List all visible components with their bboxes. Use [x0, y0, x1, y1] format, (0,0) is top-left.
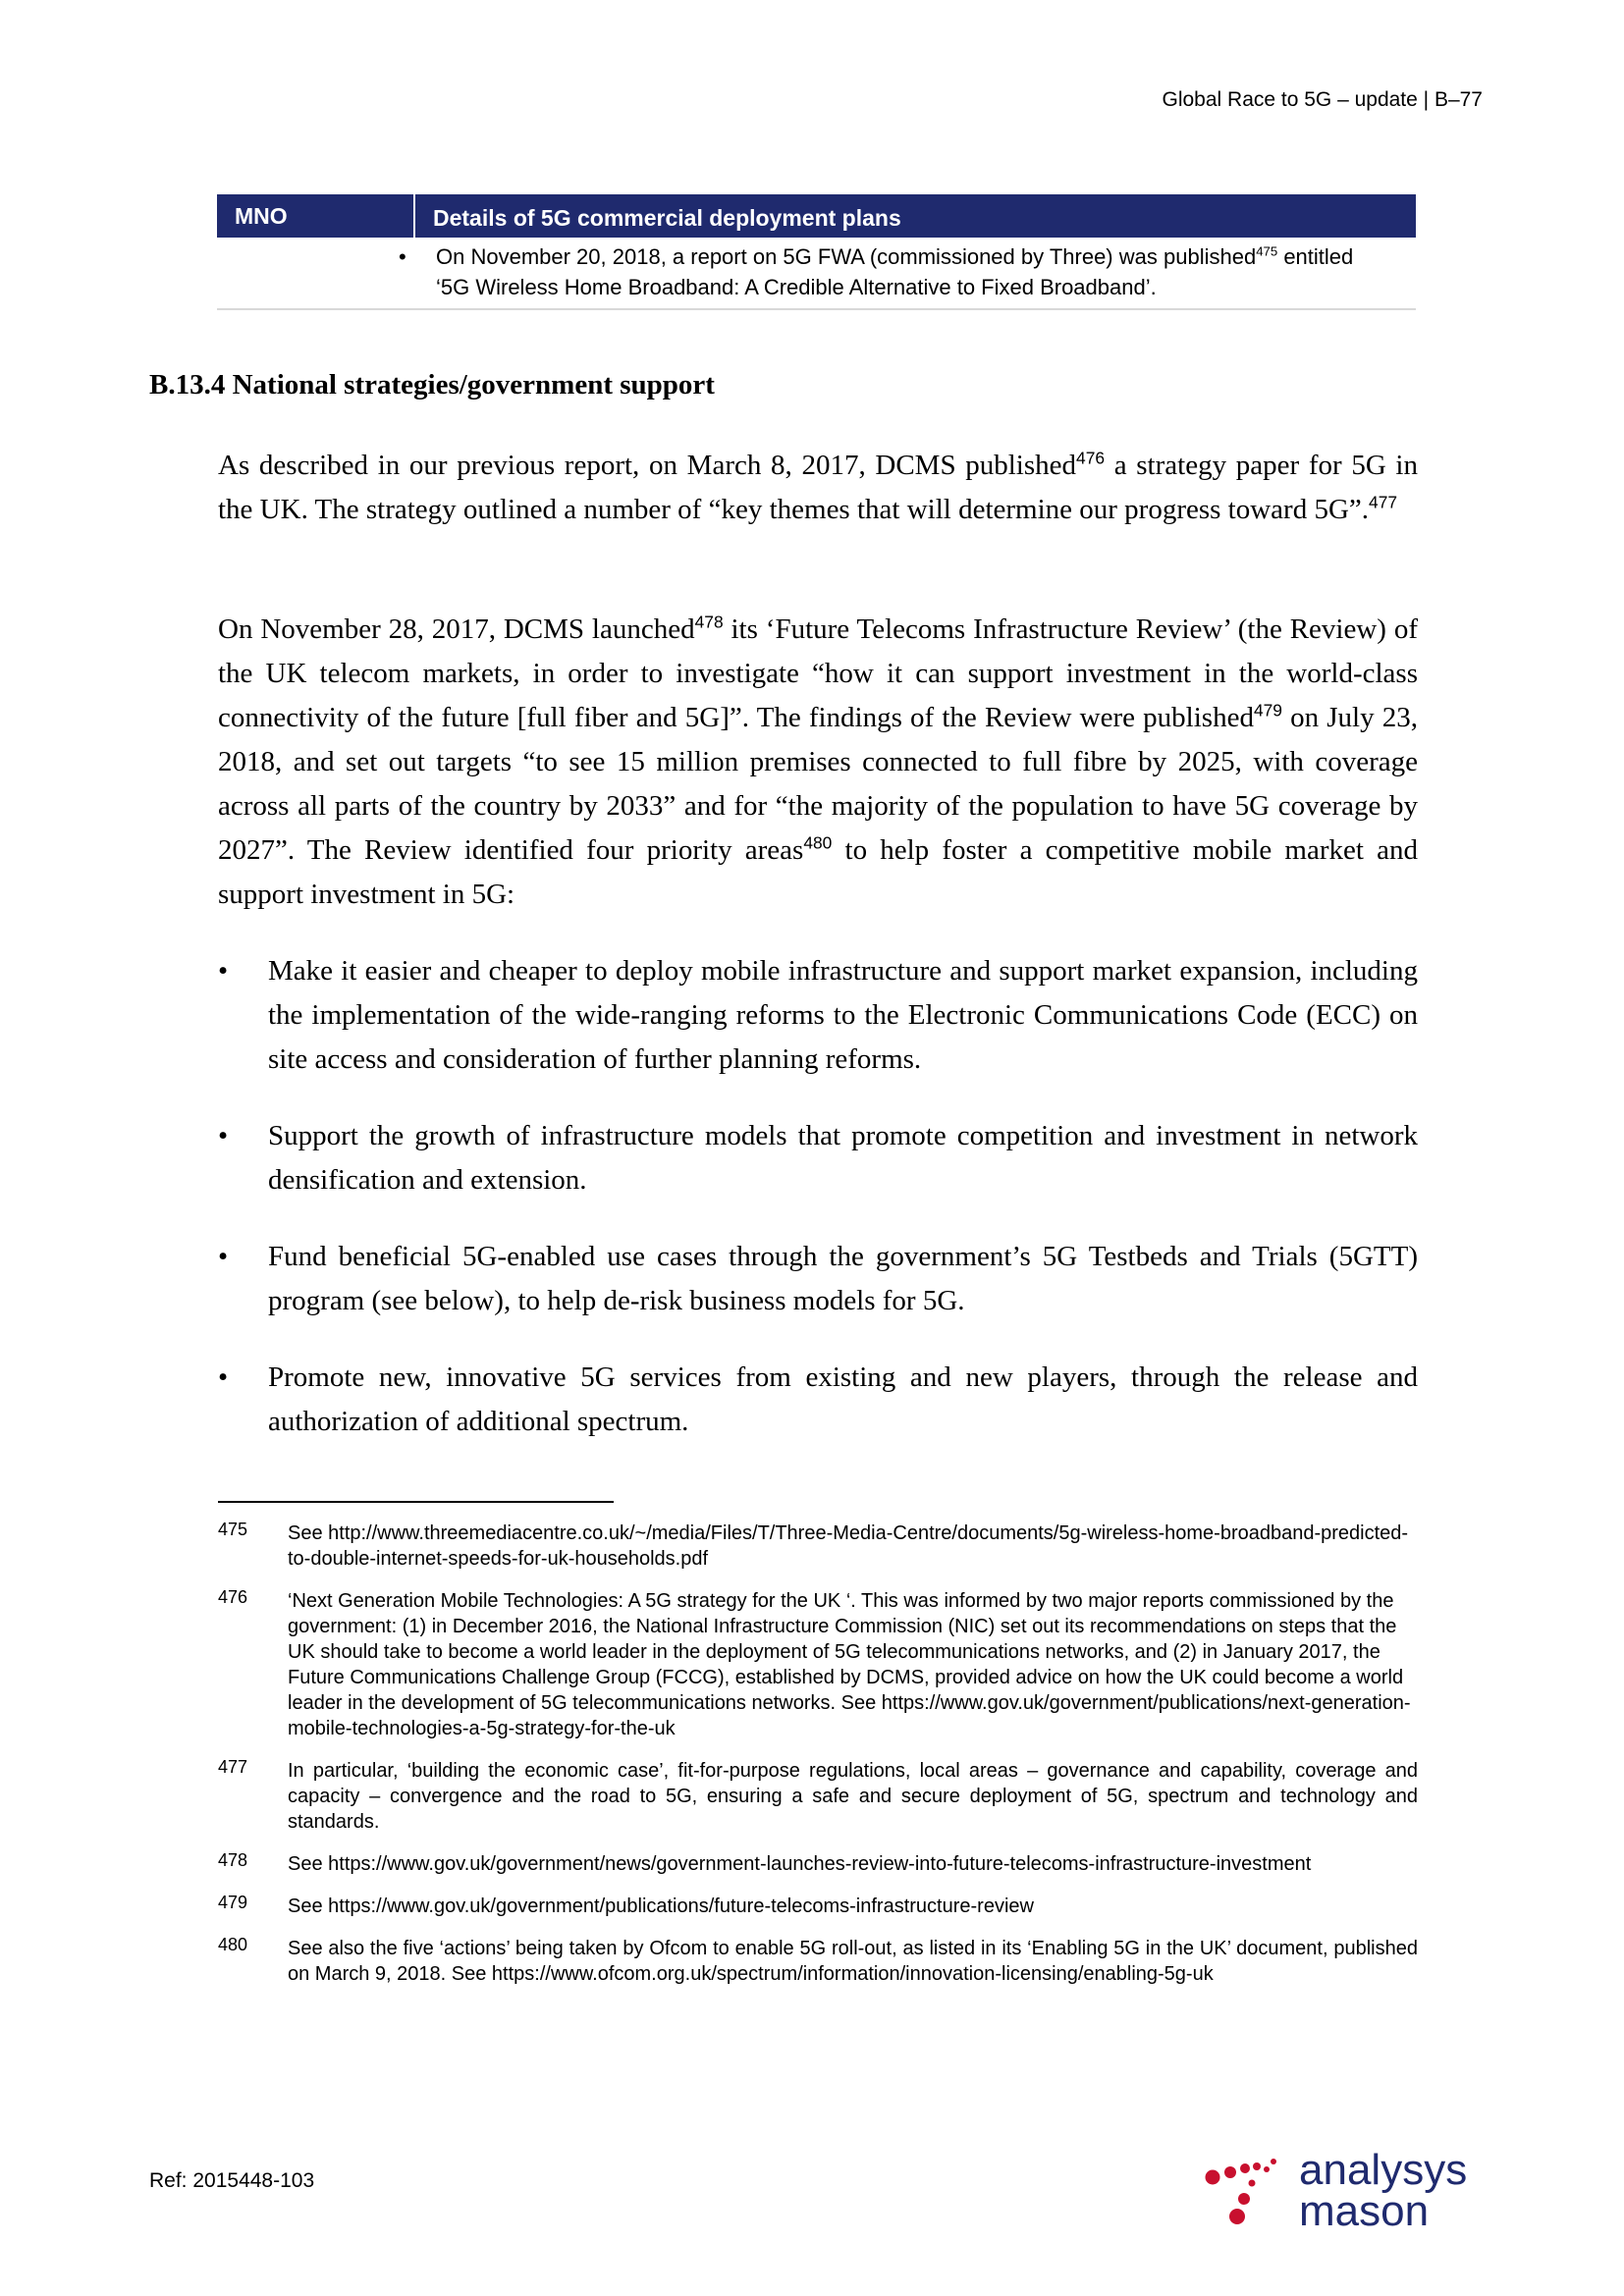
footnote-number: 479: [218, 1893, 248, 1912]
footnote-ref-477: 477: [1369, 492, 1398, 512]
list-item: [218, 1235, 1418, 1323]
deployment-plans-table: [217, 194, 1416, 310]
footnote-ref-479: 479: [1253, 700, 1282, 721]
footnote-477: [218, 1758, 1418, 1835]
footnote-ref-475: 475: [1256, 243, 1278, 259]
bullet-marker: •: [218, 1120, 229, 1151]
footnote-text: See http://www.threemediacentre.co.uk/~/media/Files/T/Three-Media-Centre/documents/5g-wireless-home-broadband-predicted-to-double-internet-speeds-for-uk-households.pdf: [288, 1522, 1409, 1570]
table-header-row: [217, 194, 1416, 238]
section-heading: B.13.4 National strategies/government support: [149, 369, 715, 400]
footnote-476: [218, 1588, 1418, 1741]
logo-dots-icon: [1203, 2140, 1301, 2238]
paragraph-2: On November 28, 2017, DCMS launched$^{478}$ its ‘Future Telecoms Infrastructure Review’ (the Review) of the UK telecom markets, in order to investigate “how it can support investment in the world-class connectivity of the future [full fiber and 5G]”. The findings of the Review were published$^{479}$ on July 23, 2018, and set out targets “to see 15 million premises connected to full fibre by 2025, with coverage across all parts of the country by 2033” and for “the majority of the population to have 5G coverage by 2027”. The Review identified four priority areas$^{480}$ to help foster a competitive mobile market and support investment in 5G:: [218, 612, 1419, 910]
footnote-ref-480: 480: [803, 832, 833, 853]
footnote-ref-478: 478: [694, 612, 724, 632]
footnote-text: See also the five ‘actions’ being taken by Ofcom to enable 5G roll-out, as listed in its ‘Enabling 5G in the UK’ document, published on March 9, 2018. See https://www.ofcom.org.uk/spectrum/information/innovation-licensing/enabling-5g-uk: [288, 1938, 1418, 1985]
document-reference: Ref: 2015448-103: [149, 2169, 315, 2192]
footnote-475: [218, 1521, 1418, 1572]
list-item: [218, 1114, 1418, 1202]
logo-wordmark-line1: analysys: [1299, 2146, 1468, 2194]
running-header: Global Race to 5G – update | B–77: [1162, 88, 1483, 111]
footnote-number: 480: [218, 1935, 248, 1954]
footnote-480: [218, 1936, 1418, 1987]
list-item-text: Fund beneficial 5G-enabled use cases through the government’s 5G Testbeds and Trials (5GTT) program (see below), to help de-risk business models for 5G.: [268, 1241, 1418, 1316]
table-header-details: Details of 5G commercial deployment plans: [433, 205, 901, 231]
footnote-text: ‘Next Generation Mobile Technologies: A 5G strategy for the UK ‘. This was informed by two major reports commissioned by the government: (1) in December 2016, the National Infrastructure Commission (NIC) set out its recommendations on steps that the UK should take to become a world leader in the deployment of 5G telecommunications networks, and (2) in January 2017, the Future Communications Challenge Group (FCCG), established by DCMS, provided advice on how the UK could become a world leader in the development of 5G telecommunications networks. See https://www.gov.uk/government/publications/next-generation-mobile-technologies-a-5g-strategy-for-the-uk: [288, 1590, 1411, 1739]
paragraph-1: As described in our previous report, on March 8, 2017, DCMS published$^{476}$ a strategy paper for 5G in the UK. The strategy outlined a number of “key themes that will determine our progress toward 5G”.$^{477}$: [218, 448, 1418, 525]
footnote-number: 477: [218, 1757, 248, 1777]
priority-areas-list: [218, 949, 1418, 1476]
table-header-mno: MNO: [217, 194, 415, 238]
footnote-ref-476: 476: [1076, 448, 1106, 468]
list-item-text: Promote new, innovative 5G services from existing and new players, through the release and authorization of additional spectrum.: [268, 1362, 1418, 1437]
footnote-text: In particular, ‘building the economic case’, fit-for-purpose regulations, local areas – governance and capability, coverage and capacity – convergence and the road to 5G, ensuring a safe and secure deployment of 5G, spectrum and technology and standards.: [288, 1760, 1418, 1833]
list-item-text: Make it easier and cheaper to deploy mobile infrastructure and support market expansion, including the implementation of the wide-ranging reforms to the Electronic Communications Code (ECC) on site access and consideration of further planning reforms.: [268, 955, 1418, 1075]
bullet-marker: •: [218, 1362, 229, 1393]
footnote-number: 478: [218, 1850, 248, 1870]
footnotes: [218, 1521, 1418, 2003]
logo-wordmark-line2: mason: [1299, 2187, 1430, 2235]
list-item: [218, 949, 1418, 1082]
list-item-text: Support the growth of infrastructure models that promote competition and investment in network densification and extension.: [268, 1120, 1418, 1196]
table-row-bullet: •: [399, 244, 406, 269]
footnote-number: 476: [218, 1587, 248, 1607]
footnote-number: 475: [218, 1520, 248, 1539]
table-row-text: On November 20, 2018, a report on 5G FWA (commissioned by Three) was published$^{475}$ entitled ‘5G Wireless Home Broadband: A Credible Alternative to Fixed Broadband’.: [436, 243, 1354, 299]
footnote-text: See https://www.gov.uk/government/news/government-launches-review-into-future-telecoms-infrastructure-investment: [288, 1853, 1312, 1875]
bullet-marker: •: [218, 955, 229, 987]
footnote-479: [218, 1894, 1418, 1919]
table-row: [217, 238, 1416, 308]
bullet-marker: •: [218, 1241, 229, 1272]
analysys-mason-logo: [1203, 2140, 1507, 2238]
footnote-separator: [218, 1501, 614, 1503]
list-item: [218, 1356, 1418, 1444]
footnote-text: See https://www.gov.uk/government/publications/future-telecoms-infrastructure-review: [288, 1896, 1034, 1917]
footnote-478: [218, 1851, 1418, 1877]
